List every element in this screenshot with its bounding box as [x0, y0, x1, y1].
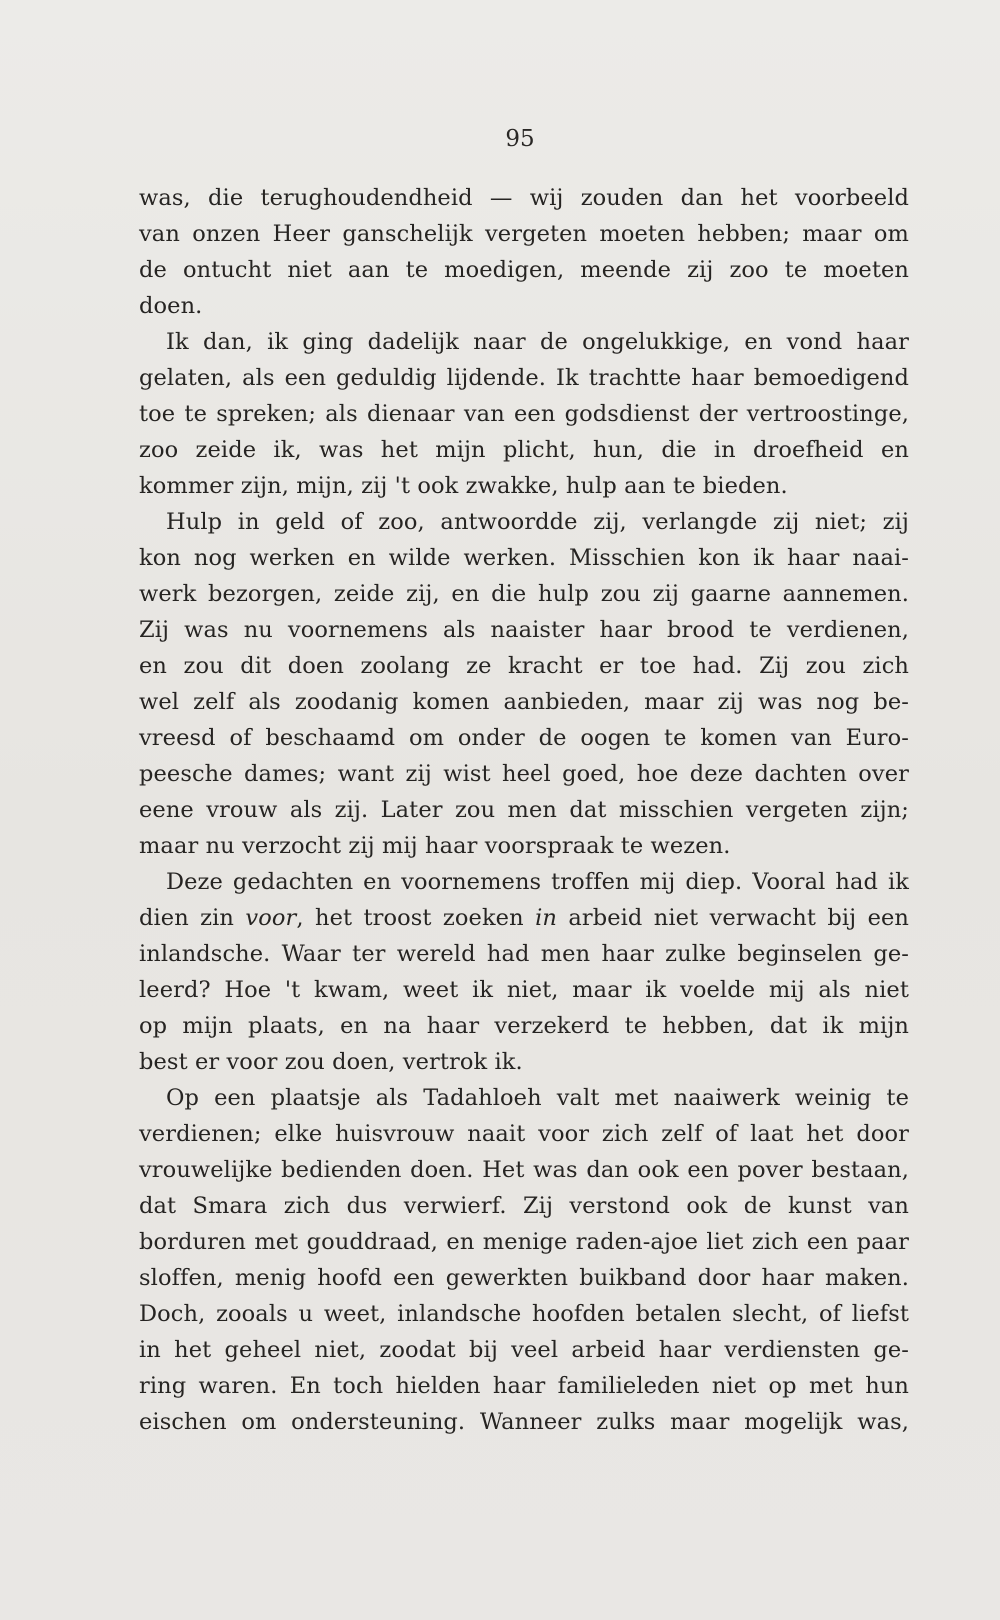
text-line: zoo zeide ik, was het mijn plicht, hun, die in droefheid en: [139, 437, 909, 463]
text-line: Deze gedachten en voornemens troffen mij diep. Vooral had ik: [166, 869, 909, 895]
text-line: best er voor zou doen, vertrok ik.: [139, 1049, 523, 1075]
text-line-with-italics: [139, 900, 909, 936]
italic-word: voor: [245, 905, 297, 931]
text-line: werk bezorgen, zeide zij, en die hulp zou zij gaarne aannemen.: [139, 581, 909, 607]
text-line: leerd? Hoe 't kwam, weet ik niet, maar ik voelde mij als niet: [139, 977, 909, 1003]
italic-word: in: [535, 905, 557, 931]
text-run: , het troost zoeken: [296, 905, 536, 931]
text-line: inlandsche. Waar ter wereld had men haar zulke beginselen ge-: [139, 941, 909, 967]
text-line: Ik dan, ik ging dadelijk naar de ongelukkige, en vond haar: [166, 329, 909, 355]
body-text: [139, 180, 909, 1440]
text-line: Doch, zooals u weet, inlandsche hoofden betalen slecht, of liefst: [139, 1301, 909, 1327]
text-line: was, die terughoudendheid — wij zouden dan het voorbeeld: [139, 185, 909, 211]
text-line: op mijn plaats, en na haar verzekerd te hebben, dat ik mijn: [139, 1013, 909, 1039]
text-line: van onzen Heer ganschelijk vergeten moeten hebben; maar om: [139, 221, 909, 247]
text-line: ring waren. En toch hielden haar familieleden niet op met hun: [139, 1373, 909, 1399]
text-line: Op een plaatsje als Tadahloeh valt met naaiwerk weinig te: [166, 1085, 909, 1111]
text-line: en zou dit doen zoolang ze kracht er toe had. Zij zou zich: [139, 653, 909, 679]
text-line: eene vrouw als zij. Later zou men dat misschien vergeten zijn;: [139, 797, 909, 823]
text-run: arbeid niet verwacht bij een: [556, 905, 910, 931]
text-line: vreesd of beschaamd om onder de oogen te komen van Euro-: [139, 725, 909, 751]
text-line: kommer zijn, mijn, zij 't ook zwakke, hulp aan te bieden.: [139, 473, 788, 499]
text-line: vrouwelijke bedienden doen. Het was dan ook een pover bestaan,: [139, 1157, 909, 1183]
text-line: doen.: [139, 293, 203, 319]
text-line: maar nu verzocht zij mij haar voorspraak te wezen.: [139, 833, 731, 859]
text-line: Zij was nu voornemens als naaister haar brood te verdienen,: [139, 617, 909, 643]
text-line: verdienen; elke huisvrouw naait voor zich zelf of laat het door: [139, 1121, 909, 1147]
text-line: borduren met gouddraad, en menige raden-ajoe liet zich een paar: [139, 1229, 909, 1255]
text-line: kon nog werken en wilde werken. Misschien kon ik haar naai-: [139, 545, 909, 571]
text-line: de ontucht niet aan te moedigen, meende zij zoo te moeten: [139, 257, 909, 283]
text-line: in het geheel niet, zoodat bij veel arbeid haar verdiensten ge-: [139, 1337, 909, 1363]
text-line: peesche dames; want zij wist heel goed, hoe deze dachten over: [139, 761, 909, 787]
text-line: gelaten, als een geduldig lijdende. Ik trachtte haar bemoedigend: [139, 365, 909, 391]
text-run: dien zin: [139, 905, 246, 931]
text-line: eischen om ondersteuning. Wanneer zulks maar mogelijk was,: [139, 1409, 909, 1435]
page-number: 95: [505, 126, 535, 152]
text-line: toe te spreken; als dienaar van een godsdienst der vertroostinge,: [139, 401, 909, 427]
text-line: wel zelf als zoodanig komen aanbieden, maar zij was nog be-: [139, 689, 909, 715]
text-line: dat Smara zich dus verwierf. Zij verstond ook de kunst van: [139, 1193, 909, 1219]
text-line: Hulp in geld of zoo, antwoordde zij, verlangde zij niet; zij: [166, 509, 909, 535]
text-line: sloffen, menig hoofd een gewerkten buikband door haar maken.: [139, 1265, 909, 1291]
